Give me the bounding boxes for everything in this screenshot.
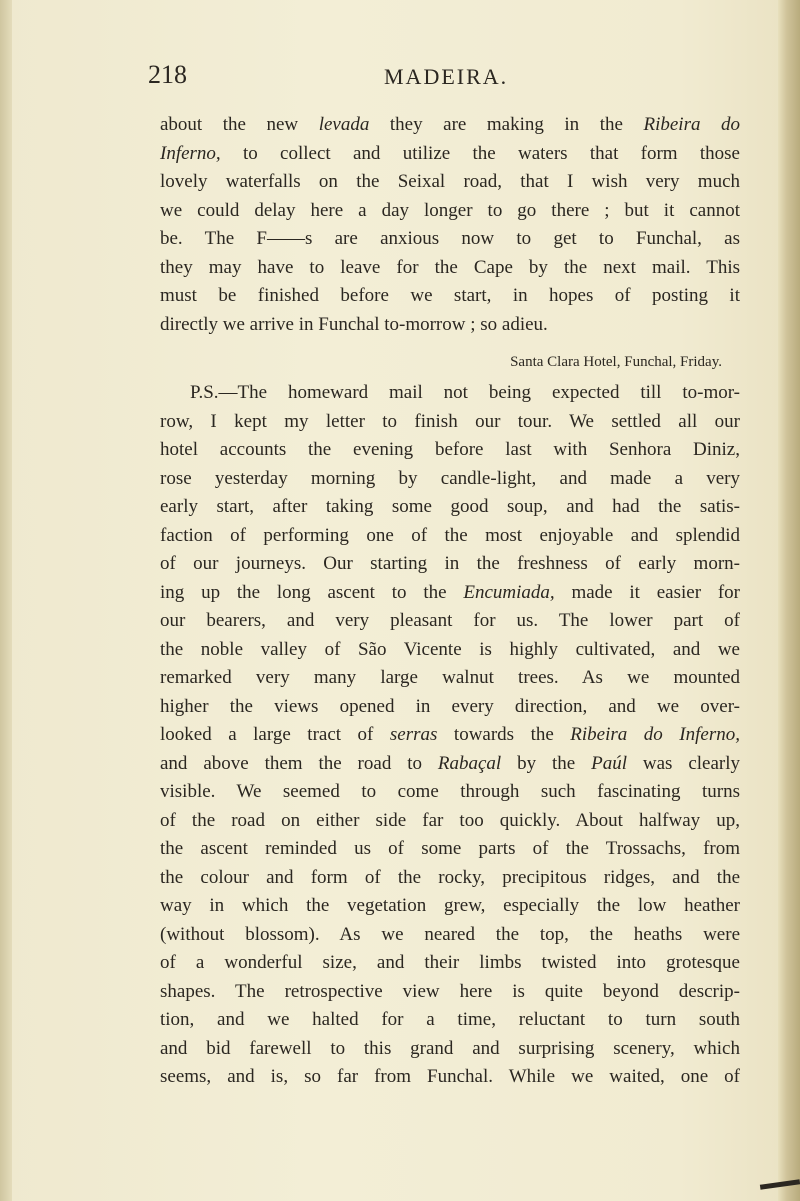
text-line bbox=[160, 921, 740, 950]
text-line bbox=[160, 835, 740, 864]
text-run: to collect and utilize the waters that form those bbox=[220, 142, 740, 164]
text-run: row, I kept my letter to finish our tour. We settled all our bbox=[160, 410, 740, 432]
text-line bbox=[160, 579, 740, 608]
text-line bbox=[160, 949, 740, 978]
text-line bbox=[160, 408, 740, 437]
text-run: the noble valley of São Vicente is highly cultivated, and we bbox=[160, 638, 740, 660]
text-run: P.S.—The homeward mail not being expected till to-mor- bbox=[190, 382, 740, 403]
text-line bbox=[160, 1063, 740, 1092]
text-run: higher the views opened in every direction, and we over- bbox=[160, 695, 740, 717]
text-line bbox=[160, 311, 740, 340]
text-run: was clearly bbox=[627, 752, 741, 774]
italic-text: Encumiada, bbox=[463, 581, 555, 603]
text-line bbox=[160, 892, 740, 921]
text-line bbox=[160, 721, 740, 750]
text-run: made it easier for bbox=[554, 581, 741, 603]
text-line bbox=[160, 750, 740, 779]
page-left-edge bbox=[0, 0, 12, 1201]
text-line bbox=[160, 225, 740, 254]
text-run: early start, after taking some good soup, and had the satis- bbox=[160, 496, 740, 517]
text-line bbox=[160, 864, 740, 893]
text-line bbox=[160, 607, 740, 636]
text-line bbox=[160, 978, 740, 1007]
text-line bbox=[160, 1006, 740, 1035]
text-line bbox=[160, 140, 740, 169]
text-run: and bid farewell to this grand and surprising scenery, which bbox=[160, 1037, 740, 1059]
italic-text: Paúl bbox=[591, 752, 627, 774]
text-run: the colour and form of the rocky, precipitous ridges, and the bbox=[160, 866, 740, 888]
text-line bbox=[160, 436, 740, 465]
italic-text: Ribeira do Inferno, bbox=[570, 724, 740, 745]
paragraph-1 bbox=[160, 111, 740, 339]
text-run: of the road on either side far too quickly. About halfway up, bbox=[160, 809, 740, 831]
text-run: of our journeys. Our starting in the freshness of early morn- bbox=[160, 553, 740, 574]
text-run: way in which the vegetation grew, especially the low heather bbox=[160, 895, 740, 916]
body-text bbox=[160, 111, 740, 1092]
text-run: hotel accounts the evening before last with Senhora Diniz, bbox=[160, 439, 740, 460]
text-run: shapes. The retrospective view here is quite beyond descrip- bbox=[160, 980, 740, 1002]
text-run: about the new bbox=[160, 114, 319, 135]
italic-text: Inferno, bbox=[160, 142, 221, 164]
text-line bbox=[160, 197, 740, 226]
text-run: we could delay here a day longer to go there ; but it cannot bbox=[160, 199, 740, 221]
text-run: they are making in the bbox=[369, 114, 644, 135]
text-line bbox=[160, 1035, 740, 1064]
text-run: seems, and is, so far from Funchal. While we waited, one of bbox=[160, 1066, 740, 1087]
running-head: MADEIRA. bbox=[384, 64, 509, 89]
italic-text: Rabaçal bbox=[437, 752, 502, 774]
page-number: 218 bbox=[148, 60, 187, 89]
dateline: Santa Clara Hotel, Funchal, Friday. bbox=[510, 354, 722, 370]
text-run: visible. We seemed to come through such fascinating turns bbox=[160, 781, 740, 802]
text-line bbox=[160, 664, 740, 693]
text-line bbox=[160, 550, 740, 579]
text-line bbox=[160, 465, 740, 494]
text-run: remarked very many large walnut trees. As we mounted bbox=[160, 667, 740, 688]
text-line bbox=[160, 693, 740, 722]
text-run: looked a large tract of bbox=[160, 724, 390, 745]
text-run: faction of performing one of the most enjoyable and splendid bbox=[160, 524, 740, 546]
text-run: lovely waterfalls on the Seixal road, that I wish very much bbox=[160, 171, 740, 192]
text-line bbox=[160, 282, 740, 311]
text-run: they may have to leave for the Cape by the next mail. This bbox=[160, 256, 740, 278]
text-run: ing up the long ascent to the bbox=[160, 581, 464, 603]
text-line bbox=[160, 111, 740, 140]
text-run: of a wonderful size, and their limbs twisted into grotesque bbox=[160, 952, 740, 973]
text-run: (without blossom). As we neared the top, the heaths were bbox=[160, 923, 740, 945]
text-line bbox=[160, 778, 740, 807]
text-run: tion, and we halted for a time, reluctant to turn south bbox=[160, 1009, 740, 1030]
italic-text: Ribeira do bbox=[643, 114, 741, 135]
text-line bbox=[160, 636, 740, 665]
text-line bbox=[160, 807, 740, 836]
text-line bbox=[160, 168, 740, 197]
italic-text: serras bbox=[389, 724, 438, 745]
text-line bbox=[160, 493, 740, 522]
italic-text: levada bbox=[318, 114, 370, 135]
text-run: and above them the road to bbox=[160, 752, 438, 774]
text-run: be. The F——s are anxious now to get to Funchal, as bbox=[160, 228, 740, 249]
text-line bbox=[160, 522, 740, 551]
text-run: rose yesterday morning by candle-light, and made a very bbox=[160, 467, 740, 489]
text-line bbox=[160, 379, 740, 408]
text-run: by the bbox=[501, 752, 592, 774]
text-run: the ascent reminded us of some parts of the Trossachs, from bbox=[160, 838, 740, 859]
text-line bbox=[160, 254, 740, 283]
text-run: towards the bbox=[437, 724, 571, 745]
text-run: must be finished before we start, in hopes of posting it bbox=[160, 285, 740, 306]
text-run: our bearers, and very pleasant for us. The lower part of bbox=[160, 610, 740, 631]
page-right-edge bbox=[778, 0, 800, 1201]
paragraph-2 bbox=[160, 379, 740, 1092]
text-run: directly we arrive in Funchal to-morrow ; so adieu. bbox=[160, 313, 548, 335]
